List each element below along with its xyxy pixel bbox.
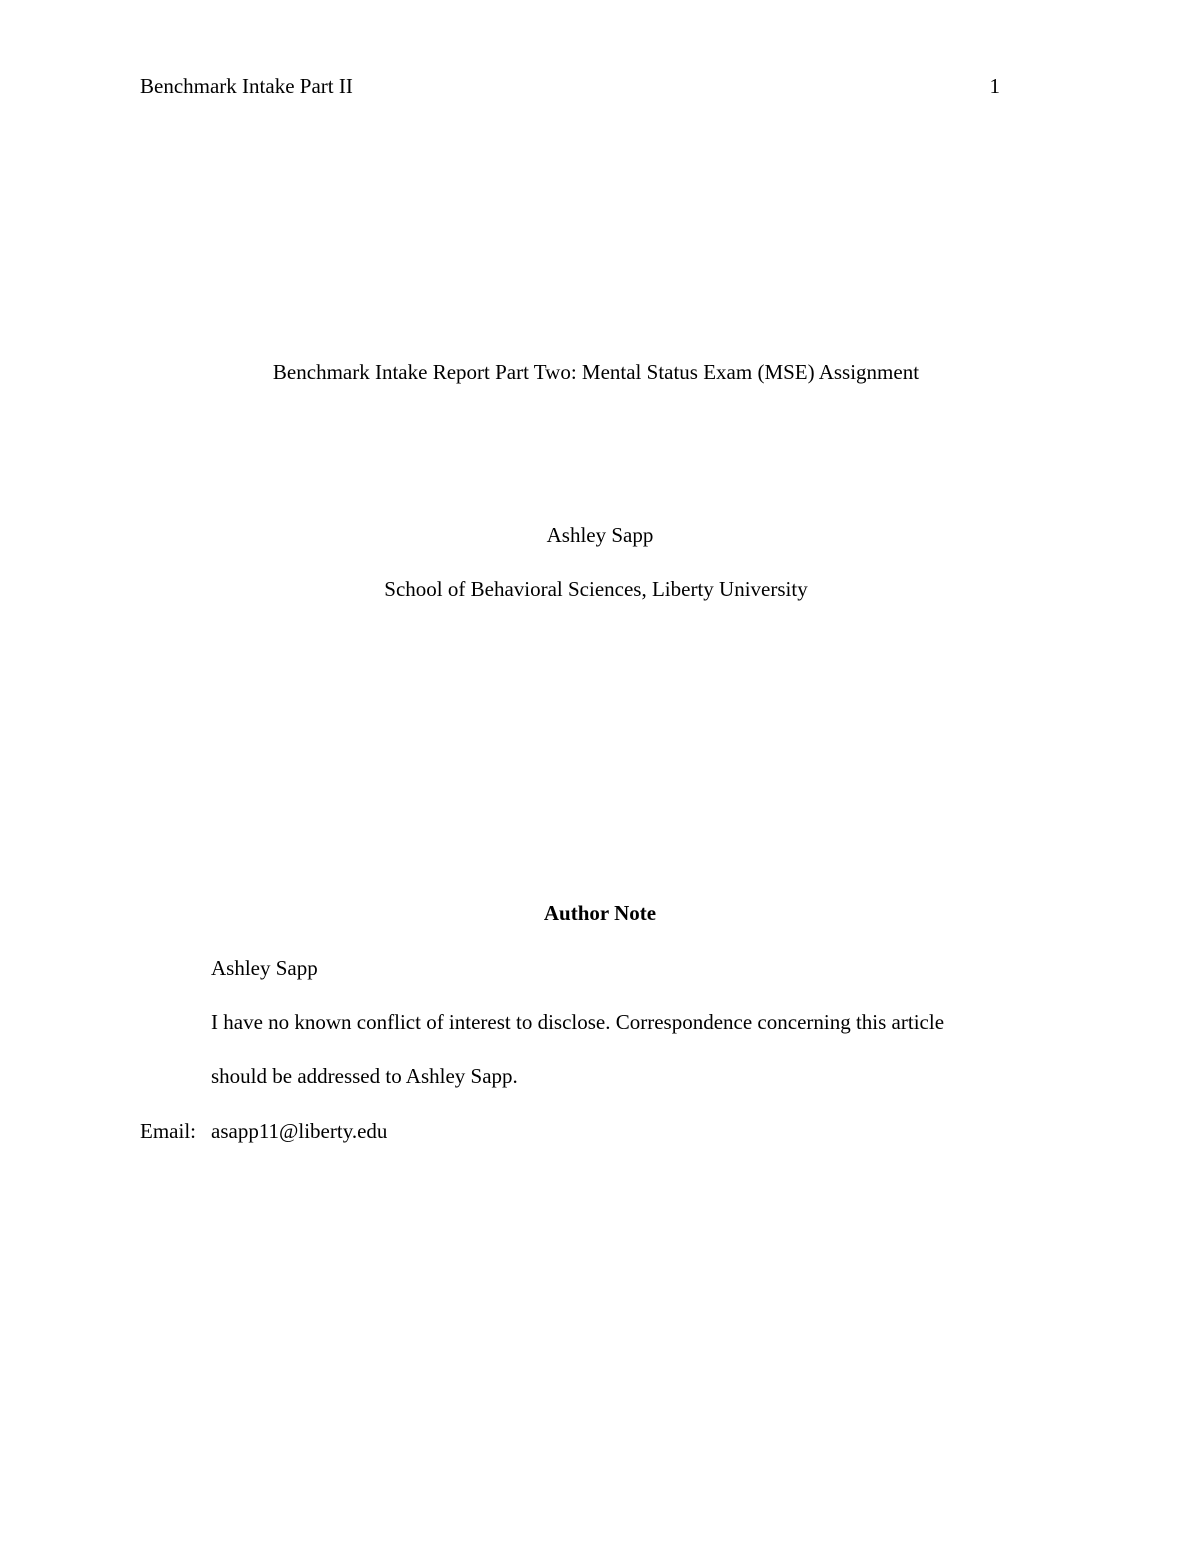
email-row: [140, 1117, 387, 1145]
email-address: asapp11@liberty.edu: [211, 1119, 388, 1143]
author-note-disclosure-line-2: should be addressed to Ashley Sapp.: [211, 1064, 518, 1088]
running-head: Benchmark Intake Part II: [140, 74, 353, 98]
author-name: Ashley Sapp: [546, 523, 654, 547]
email-label: Email:: [140, 1119, 196, 1143]
author-note-disclosure-line-1: I have no known conflict of interest to disclose. Correspondence concerning this article: [211, 1010, 945, 1034]
author-note-name: Ashley Sapp: [211, 956, 318, 980]
page-number: 1: [989, 74, 1000, 98]
author-note-heading: Author Note: [543, 901, 657, 925]
paper-title: Benchmark Intake Report Part Two: Mental Status Exam (MSE) Assignment: [272, 360, 920, 384]
author-affiliation: School of Behavioral Sciences, Liberty University: [384, 577, 808, 601]
